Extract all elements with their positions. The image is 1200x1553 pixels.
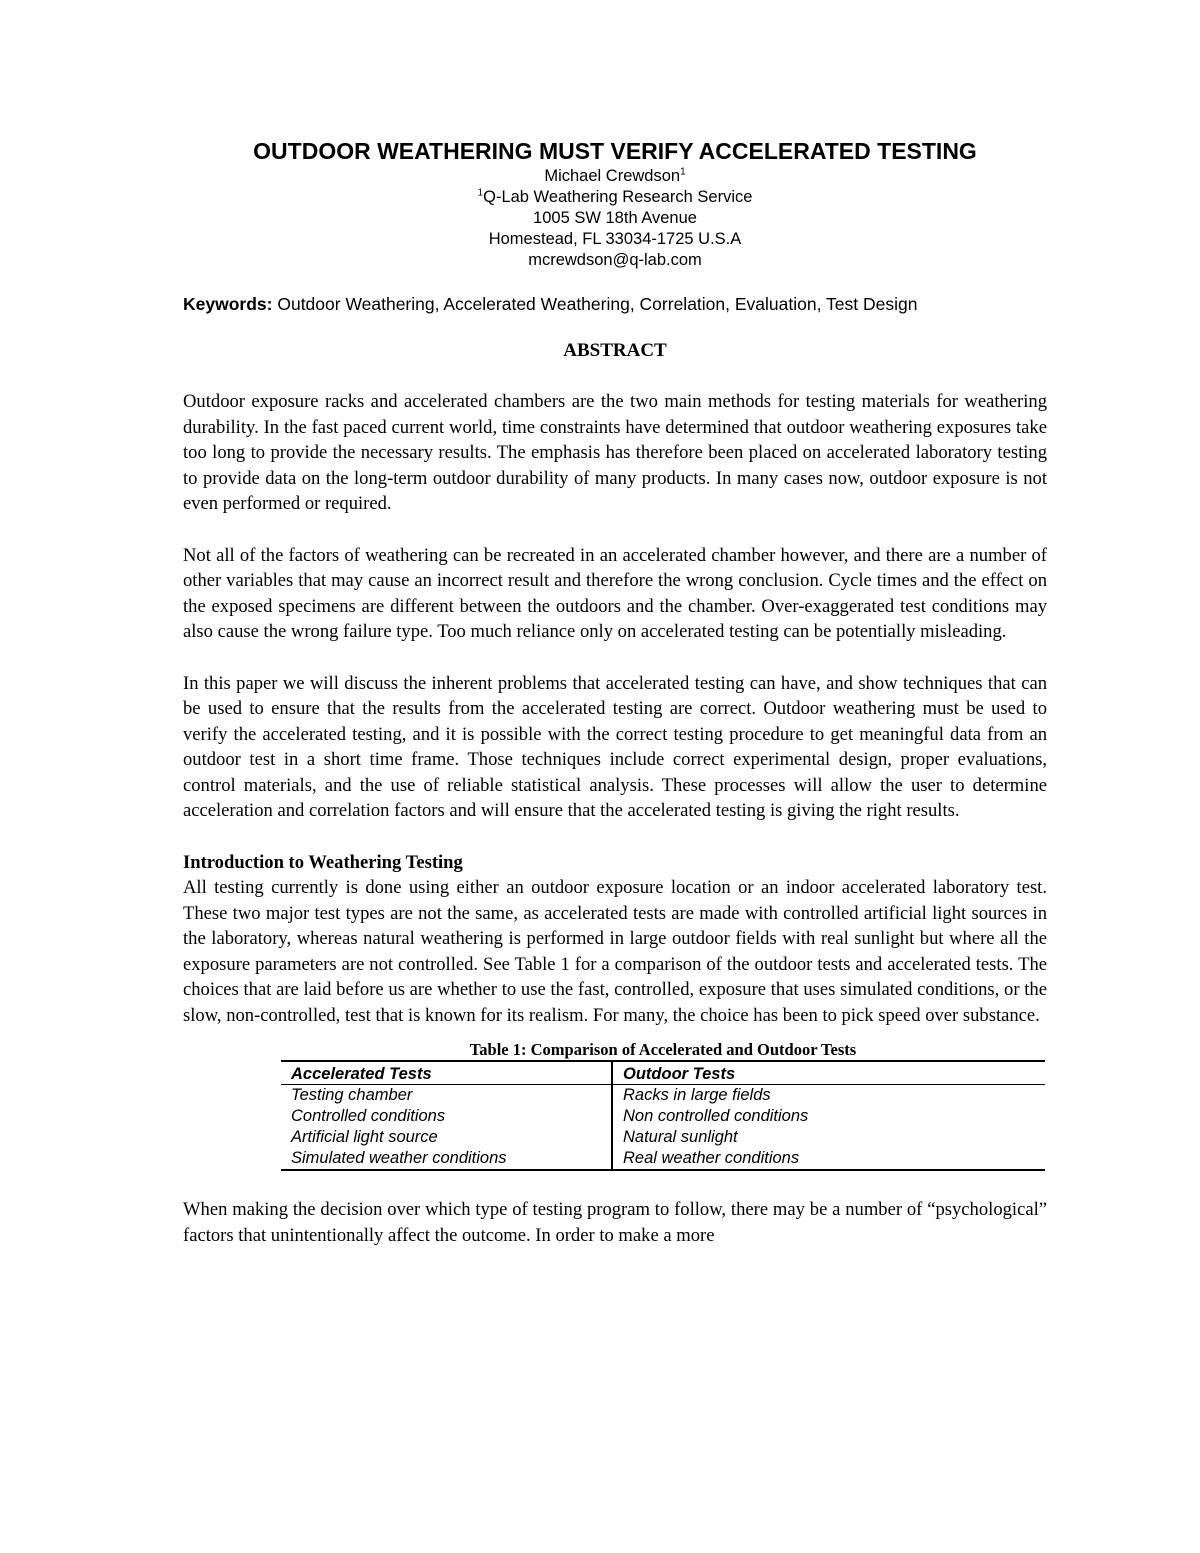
table-cell: Testing chamber — [281, 1085, 612, 1107]
table-cell: Artificial light source — [281, 1127, 612, 1148]
comparison-table — [281, 1060, 1045, 1171]
table-header-row — [281, 1061, 1045, 1085]
table-cell: Controlled conditions — [281, 1106, 612, 1127]
abstract-paragraph-2: Not all of the factors of weathering can be recreated in an accelerated chamber however, and there are a number of other variables that may cause an incorrect result and therefore the wrong conclusion. Cycle times and the effect on the exposed specimens are different between the outdoors and the chamber. Over-exaggerated test conditions may also cause the wrong failure type. Too much reliance only on accelerated testing can be potentially misleading. — [183, 544, 1047, 642]
table-cell: Non controlled conditions — [623, 1107, 809, 1125]
table-header-accelerated: Accelerated Tests — [281, 1061, 612, 1085]
table-row — [281, 1085, 1045, 1107]
author-address-line1: 1005 SW 18th Avenue — [533, 209, 697, 227]
table-cell: Natural sunlight — [623, 1128, 738, 1146]
abstract-paragraph-1: Outdoor exposure racks and accelerated chambers are the two main methods for testing materials for weathering durability. In the fast paced current world, time constraints have determined that outdoor weathering exposures take too long to provide the necessary results. The emphasis has therefore been placed on accelerated laboratory testing to provide data on the long-term outdoor durability of many products. In many cases now, outdoor exposure is not even performed or required. — [183, 391, 1047, 514]
table-row — [281, 1106, 1045, 1127]
author-email: mcrewdson@q-lab.com — [528, 251, 702, 269]
table-row — [281, 1148, 1045, 1170]
intro-heading: Introduction to Weathering Testing — [183, 851, 463, 873]
paper-title: OUTDOOR WEATHERING MUST VERIFY ACCELERATED TESTING — [253, 138, 977, 164]
table-header-outdoor: Outdoor Tests — [612, 1061, 1045, 1085]
table-cell: Racks in large fields — [623, 1086, 771, 1104]
author-block — [183, 166, 1047, 271]
author-name-superscript: 1 — [680, 166, 686, 178]
author-affiliation: $^1$Q-Lab Weathering Research Service — [477, 187, 753, 206]
affiliation-superscript: 1 — [477, 187, 484, 199]
table-1-caption: Table 1: Comparison of Accelerated and Outdoor Tests — [469, 1040, 857, 1059]
table-cell: Simulated weather conditions — [281, 1148, 612, 1170]
keywords-line — [183, 293, 1047, 315]
closing-paragraph: When making the decision over which type of testing program to follow, there may be a number of “psychological” factors that unintentionally affect the outcome. In order to make a more — [183, 1199, 1047, 1246]
table-1 — [281, 1040, 1045, 1171]
abstract-paragraph-3: In this paper we will discuss the inherent problems that accelerated testing can have, and show techniques that can be used to ensure that the results from the accelerated testing are correct. Outdoor weathering must be used to verify the accelerated testing, and it is possible with the correct testing procedure to get meaningful data from an outdoor test in a short time frame. Those techniques include correct experimental design, proper evaluations, control materials, and the use of reliable statistical analysis. These processes will allow the user to determine acceleration and correlation factors and will ensure that the accelerated testing is giving the right results. — [183, 672, 1047, 821]
table-cell: Real weather conditions — [623, 1149, 800, 1167]
author-name: Michael Crewdson$^1$ — [544, 166, 686, 185]
paper-page — [183, 136, 1047, 1248]
keywords-label: Keywords: — [183, 294, 273, 314]
author-address-line2: Homestead, FL 33034-1725 U.S.A — [488, 230, 742, 248]
keywords-text: Outdoor Weathering, Accelerated Weathering, Correlation, Evaluation, Test Design — [277, 294, 918, 314]
intro-paragraph: All testing currently is done using either an outdoor exposure location or an indoor accelerated laboratory test. These two major test types are not the same, as accelerated tests are made with controlled artificial light sources in the laboratory, whereas natural weathering is performed in large outdoor fields with real sunlight but where all the exposure parameters are not controlled. See Table 1 for a comparison of the outdoor tests and accelerated tests. The choices that are laid before us are whether to use the fast, controlled, exposure that uses simulated conditions, or the slow, non-controlled, test that is known for its realism. For many, the choice has been to pick speed over substance. — [183, 877, 1047, 1026]
abstract-heading: ABSTRACT — [563, 340, 667, 361]
table-row — [281, 1127, 1045, 1148]
